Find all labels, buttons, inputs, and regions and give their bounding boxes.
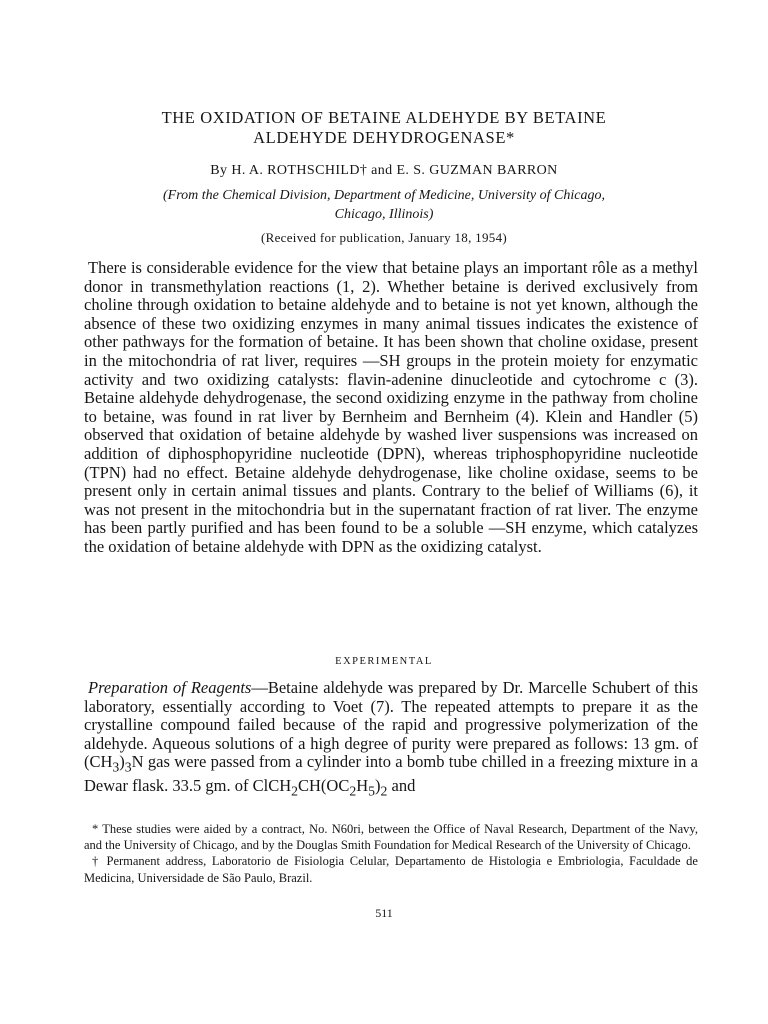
article-title [60,108,708,148]
intro-paragraph: There is considerable evidence for the view that betaine plays an important rôle as a methyl donor in transmethylation reactions (1, 2). Whether betaine is derived exclusively from choline through oxidation to betaine aldehyde and to betaine is not yet known, although the absence of these two oxidizing enzymes in many animal tissues indicates the existence of other pathways for the formation of betaine. It has been shown that choline oxidase, present in the mitochondria of rat liver, requires —SH groups in the protein moiety for enzymatic activity and two oxidizing catalysts: flavin-adenine dinucleotide and cytochrome c (3). Betaine aldehyde dehydrogenase, the second oxidizing enzyme in the pathway from choline to betaine, was found in rat liver by Bernheim and Bernheim (4). Klein and Handler (5) observed that oxidation of betaine aldehyde by washed liver suspensions was increased on addition of diphosphopyridine nucleotide (DPN), whereas triphosphopyridine nucleotide (TPN) had no effect. Betaine aldehyde dehydrogenase, like choline oxidase, seems to be present only in certain animal tissues and plants. Contrary to the belief of Williams (6), it was not present in the mitochondria but in the supernatant fraction of rat liver. The enzyme has been partly purified and has been found to be a soluble —SH enzyme, which catalyzes the oxidation of betaine aldehyde with DPN as the oxidizing catalyst. [84,258,698,556]
affiliation-line-1: (From the Chemical Division, Department of Medicine, University of Chicago, [163,188,605,203]
exp-text-6: ) [375,776,381,796]
footnote-funding: * These studies were aided by a contract, No. N60ri, between the Office of Naval Research, Department of the Navy, and the University of Chicago, and by the Douglas Smith Foundation for Medical Research of the University of Chicago. [84,822,698,853]
footnote-address: † Permanent address, Laboratorio de Fisiologia Celular, Departamento de Histologia e Embriologia, Faculdade de Medicina, Universidade de São Paulo, Brazil. [84,854,698,885]
subscript: 2 [380,783,388,799]
exp-text-5: H [356,776,369,796]
subsection-lead: Preparation of Reagents [88,678,252,697]
title-line-1: THE OXIDATION OF BETAINE ALDEHYDE BY BETAINE [161,108,607,127]
experimental-paragraph [84,679,698,801]
exp-text-3: N gas were passed from a cylinder into a bomb tube chilled in a freezing mixture in a Dewar flask. 33.5 gm. of ClCH [84,752,698,796]
author-byline: By H. A. ROTHSCHILD† and E. S. GUZMAN BARRON [210,163,558,178]
exp-text-1: Betaine aldehyde was prepared by Dr. Marcelle Schubert of this laboratory, essentially according to Voet (7). The repeated attempts to prepare it as the crystalline compound failed because of the rapid and progressive polymerization of the aldehyde. Aqueous solutions of a high degree of purity were prepared as follows: 13 gm. of (CH [84,678,698,772]
section-heading: EXPERIMENTAL [335,656,433,667]
subscript: 5 [368,783,376,799]
exp-text-2: ) [119,752,125,772]
subscript: 2 [291,783,299,799]
subscript: 2 [349,783,357,799]
subscript: 3 [112,759,120,775]
exp-text-4: CH(OC [298,776,350,796]
subscript: 3 [124,759,132,775]
exp-text-7: and [387,776,416,796]
lead-dash: — [251,678,268,697]
received-date: (Received for publication, January 18, 1954) [260,230,508,245]
title-line-2: ALDEHYDE DEHYDROGENASE* [253,128,515,147]
affiliation-line-2: Chicago, Illinois) [334,207,434,222]
footnotes [84,821,698,886]
affiliation [60,186,708,224]
page-number: 511 [375,906,393,920]
